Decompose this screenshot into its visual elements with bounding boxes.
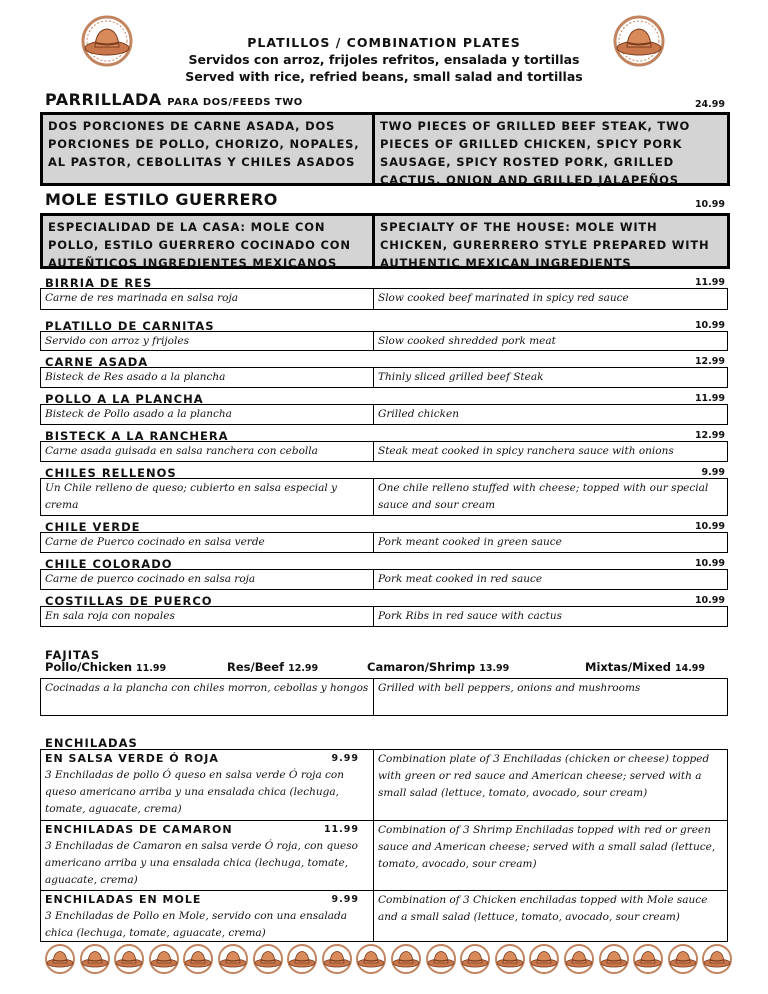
enchiladas-heading — [45, 732, 725, 748]
item-row — [40, 532, 728, 553]
dish-name: POLLO A LA PLANCHA — [45, 392, 204, 406]
cowboy-hat-icon — [252, 943, 284, 975]
item-row — [40, 441, 728, 462]
dish-heading — [45, 822, 369, 838]
dish-name: CHILE VERDE — [45, 520, 141, 534]
enchilada-row — [40, 890, 728, 942]
fajita-option — [227, 660, 318, 674]
description-english: Pork meat cooked in red sauce — [378, 573, 543, 585]
description-spanish: 3 Enchiladas de Pollo en Mole, servido con una ensalada chica (lechuga, tomate, aguacate, crema) — [45, 910, 347, 939]
section-name: FAJITAS — [45, 648, 101, 662]
dish-name: MOLE ESTILO GUERRERO — [45, 190, 278, 209]
fajita-option-label: Mixtas/Mixed — [585, 660, 671, 674]
description-english: Steak meat cooked in spicy ranchera sauce with onions — [378, 445, 674, 457]
dish-price: 10.99 — [694, 199, 725, 210]
cowboy-hat-icon — [321, 943, 353, 975]
dish-name: PARRILLADA — [45, 90, 162, 109]
cowboy-hat-icon — [182, 943, 214, 975]
dish-name: ENCHILADAS DE CAMARON — [45, 823, 233, 836]
description-spanish: Bisteck de Pollo asado a la plancha — [41, 405, 374, 424]
cowboy-hat-icon — [286, 943, 318, 975]
cowboy-hat-icon — [563, 943, 595, 975]
hat-border — [44, 943, 724, 977]
description-english: TWO PIECES OF GRILLED BEEF STEAK, TWO PIECES OF GRILLED CHICKEN, SPICY PORK SAUSAGE, SPICY ROSTED PORK, GRILLED CACTUS, ONION AND GRILLED JALAPEÑOS — [380, 119, 691, 187]
subtitle-english: Served with rice, refried beans, small salad and tortillas — [185, 69, 583, 84]
description-spanish: ESPECIALIDAD DE LA CASA: MOLE CON POLLO, ESTILO GUERRERO COCINADO CON AUTEÑTICOS INGREDIENTES MEXICANOS — [43, 216, 375, 266]
fajita-option-label: Res/Beef — [227, 660, 285, 674]
item-heading — [45, 315, 725, 331]
description-english: Thinly sliced grilled beef Steak — [378, 371, 544, 383]
cowboy-hat-icon — [113, 943, 145, 975]
dish-name: BISTECK A LA RANCHERA — [45, 429, 229, 443]
dish-price: 10.99 — [694, 595, 725, 606]
enchilada-row — [40, 820, 728, 891]
dish-price: 9.99 — [701, 467, 725, 478]
dish-subtitle: PARA DOS/FEEDS TWO — [167, 97, 303, 108]
item-row — [40, 367, 728, 388]
fajitas-row — [40, 678, 728, 716]
fajita-option — [367, 660, 509, 674]
cowboy-hat-icon — [459, 943, 491, 975]
dish-price: 12.99 — [694, 430, 725, 441]
dish-price: 10.99 — [694, 320, 725, 331]
dish-heading — [45, 751, 369, 767]
dish-price: 11.99 — [323, 824, 359, 835]
cowboy-hat-icon — [79, 943, 111, 975]
item-heading — [45, 272, 725, 288]
description-spanish: Carne de puerco cocinado en salsa roja — [41, 570, 374, 589]
item-row — [40, 569, 728, 590]
dish-price: 10.99 — [694, 558, 725, 569]
fajita-options — [45, 660, 725, 678]
description-spanish: DOS PORCIONES DE CARNE ASADA, DOS PORCIONES DE POLLO, CHORIZO, NOPALES, AL PASTOR, CEBOLLITAS Y CHILES ASADOS — [43, 115, 375, 183]
parrillada-description — [40, 112, 730, 186]
description-spanish: En sala roja con nopales — [41, 607, 374, 626]
description-english: SPECIALTY OF THE HOUSE: MOLE WITH CHICKEN, GURERRERO STYLE PREPARED WITH AUTHENTIC MEXICAN INGREDIENTS — [380, 220, 710, 270]
dish-name: EN SALSA VERDE Ó ROJA — [45, 752, 219, 765]
dish-price: 24.99 — [694, 99, 725, 110]
item-heading — [45, 462, 725, 478]
section-name: ENCHILADAS — [45, 736, 138, 750]
dish-price: 9.99 — [331, 753, 359, 764]
description-english: Slow cooked beef marinated in spicy red sauce — [378, 292, 629, 304]
cowboy-hat-icon — [667, 943, 699, 975]
description-english: Combination of 3 Chicken enchiladas topped with Mole sauce and a small salad (lettuce, tomato, avocado, sour cream) — [378, 894, 708, 923]
item-row — [40, 606, 728, 627]
enchilada-row — [40, 749, 728, 821]
section-title: PLATILLOS / COMBINATION PLATES — [247, 35, 521, 50]
description-spanish: Bisteck de Res asado a la plancha — [41, 368, 374, 387]
dish-name: PLATILLO DE CARNITAS — [45, 319, 215, 333]
dish-name: COSTILLAS DE PUERCO — [45, 594, 213, 608]
fajitas-heading — [45, 644, 725, 660]
dish-name: ENCHILADAS EN MOLE — [45, 893, 202, 906]
fajita-option — [585, 660, 705, 674]
fajita-option — [45, 660, 166, 674]
dish-price: 10.99 — [694, 521, 725, 532]
item-row — [40, 478, 728, 516]
item-heading — [45, 516, 725, 532]
cowboy-hat-icon — [425, 943, 457, 975]
fajita-option-price: 12.99 — [288, 663, 319, 674]
cowboy-hat-icon — [355, 943, 387, 975]
dish-price: 11.99 — [694, 277, 725, 288]
dish-price: 11.99 — [694, 393, 725, 404]
dish-name: CHILES RELLENOS — [45, 466, 177, 480]
cowboy-hat-icon — [217, 943, 249, 975]
fajita-option-price: 14.99 — [674, 663, 706, 674]
item-row — [40, 288, 728, 310]
fajita-option-label: Camaron/Shrimp — [367, 660, 476, 674]
subtitle-spanish: Servidos con arroz, frijoles refritos, ensalada y tortillas — [188, 52, 580, 67]
description-spanish: 3 Enchiladas de pollo Ó queso en salsa verde Ó roja con queso americano arriba y una ensalada chica (lechuga, tomate, aguacate, crema) — [45, 769, 345, 815]
item-row — [40, 404, 728, 425]
description-english: Pork meant cooked in green sauce — [378, 536, 562, 548]
item-heading — [45, 590, 725, 606]
description-english: Slow cooked shredded pork meat — [378, 335, 556, 347]
parrillada-heading — [45, 90, 725, 110]
item-heading — [45, 351, 725, 367]
description-english: Pork Ribs in red sauce with cactus — [378, 610, 563, 622]
item-heading — [45, 553, 725, 569]
fajita-option-label: Pollo/Chicken — [45, 660, 133, 674]
description-spanish: Cocinadas a la plancha con chiles morron, cebollas y hongos — [41, 679, 374, 715]
item-row — [40, 331, 728, 351]
dish-price: 12.99 — [694, 356, 725, 367]
dish-name: BIRRIA DE RES — [45, 276, 153, 290]
dish-price: 9.99 — [331, 894, 359, 905]
description-spanish: Carne de res marinada en salsa roja — [41, 289, 374, 309]
cowboy-hat-icon — [528, 943, 560, 975]
cowboy-hat-icon — [148, 943, 180, 975]
cowboy-hat-icon — [390, 943, 422, 975]
cowboy-hat-icon — [598, 943, 630, 975]
cowboy-hat-icon — [494, 943, 526, 975]
fajita-option-price: 13.99 — [479, 663, 510, 674]
description-spanish: Carne asada guisada en salsa ranchera con cebolla — [41, 442, 374, 461]
description-spanish: Servido con arroz y frijoles — [41, 332, 374, 350]
mole-heading — [45, 190, 725, 210]
item-heading — [45, 425, 725, 441]
fajita-option-price: 11.99 — [136, 663, 167, 674]
cowboy-hat-icon — [701, 943, 733, 975]
description-spanish: Carne de Puerco cocinado en salsa verde — [41, 533, 374, 552]
mole-description — [40, 213, 730, 269]
description-english: Grilled chicken — [378, 408, 459, 420]
dish-name: CARNE ASADA — [45, 355, 149, 369]
dish-name: CHILE COLORADO — [45, 557, 173, 571]
description-spanish: 3 Enchiladas de Camaron en salsa verde Ó roja, con queso americano arriba y una ensalada chica (lechuga, tomate, aguacate, crema) — [45, 840, 358, 886]
description-english: One chile relleno stuffed with cheese; topped with our special sauce and sour cream — [378, 482, 709, 511]
description-english: Combination of 3 Shrimp Enchiladas topped with red or green sauce and American cheese; served with a small salad (lettuce, tomato, avocado, sour cream) — [378, 824, 716, 870]
description-english: Combination plate of 3 Enchiladas (chicken or cheese) topped with green or red sauce and American cheese; served with a small salad (lettuce, tomato, avocado, sour cream) — [378, 753, 710, 799]
item-heading — [45, 388, 725, 404]
description-spanish: Un Chile relleno de queso; cubierto en salsa especial y crema — [41, 479, 374, 515]
cowboy-hat-icon — [44, 943, 76, 975]
cowboy-hat-icon — [632, 943, 664, 975]
description-english: Grilled with bell peppers, onions and mushrooms — [378, 682, 641, 694]
dish-heading — [45, 892, 369, 908]
